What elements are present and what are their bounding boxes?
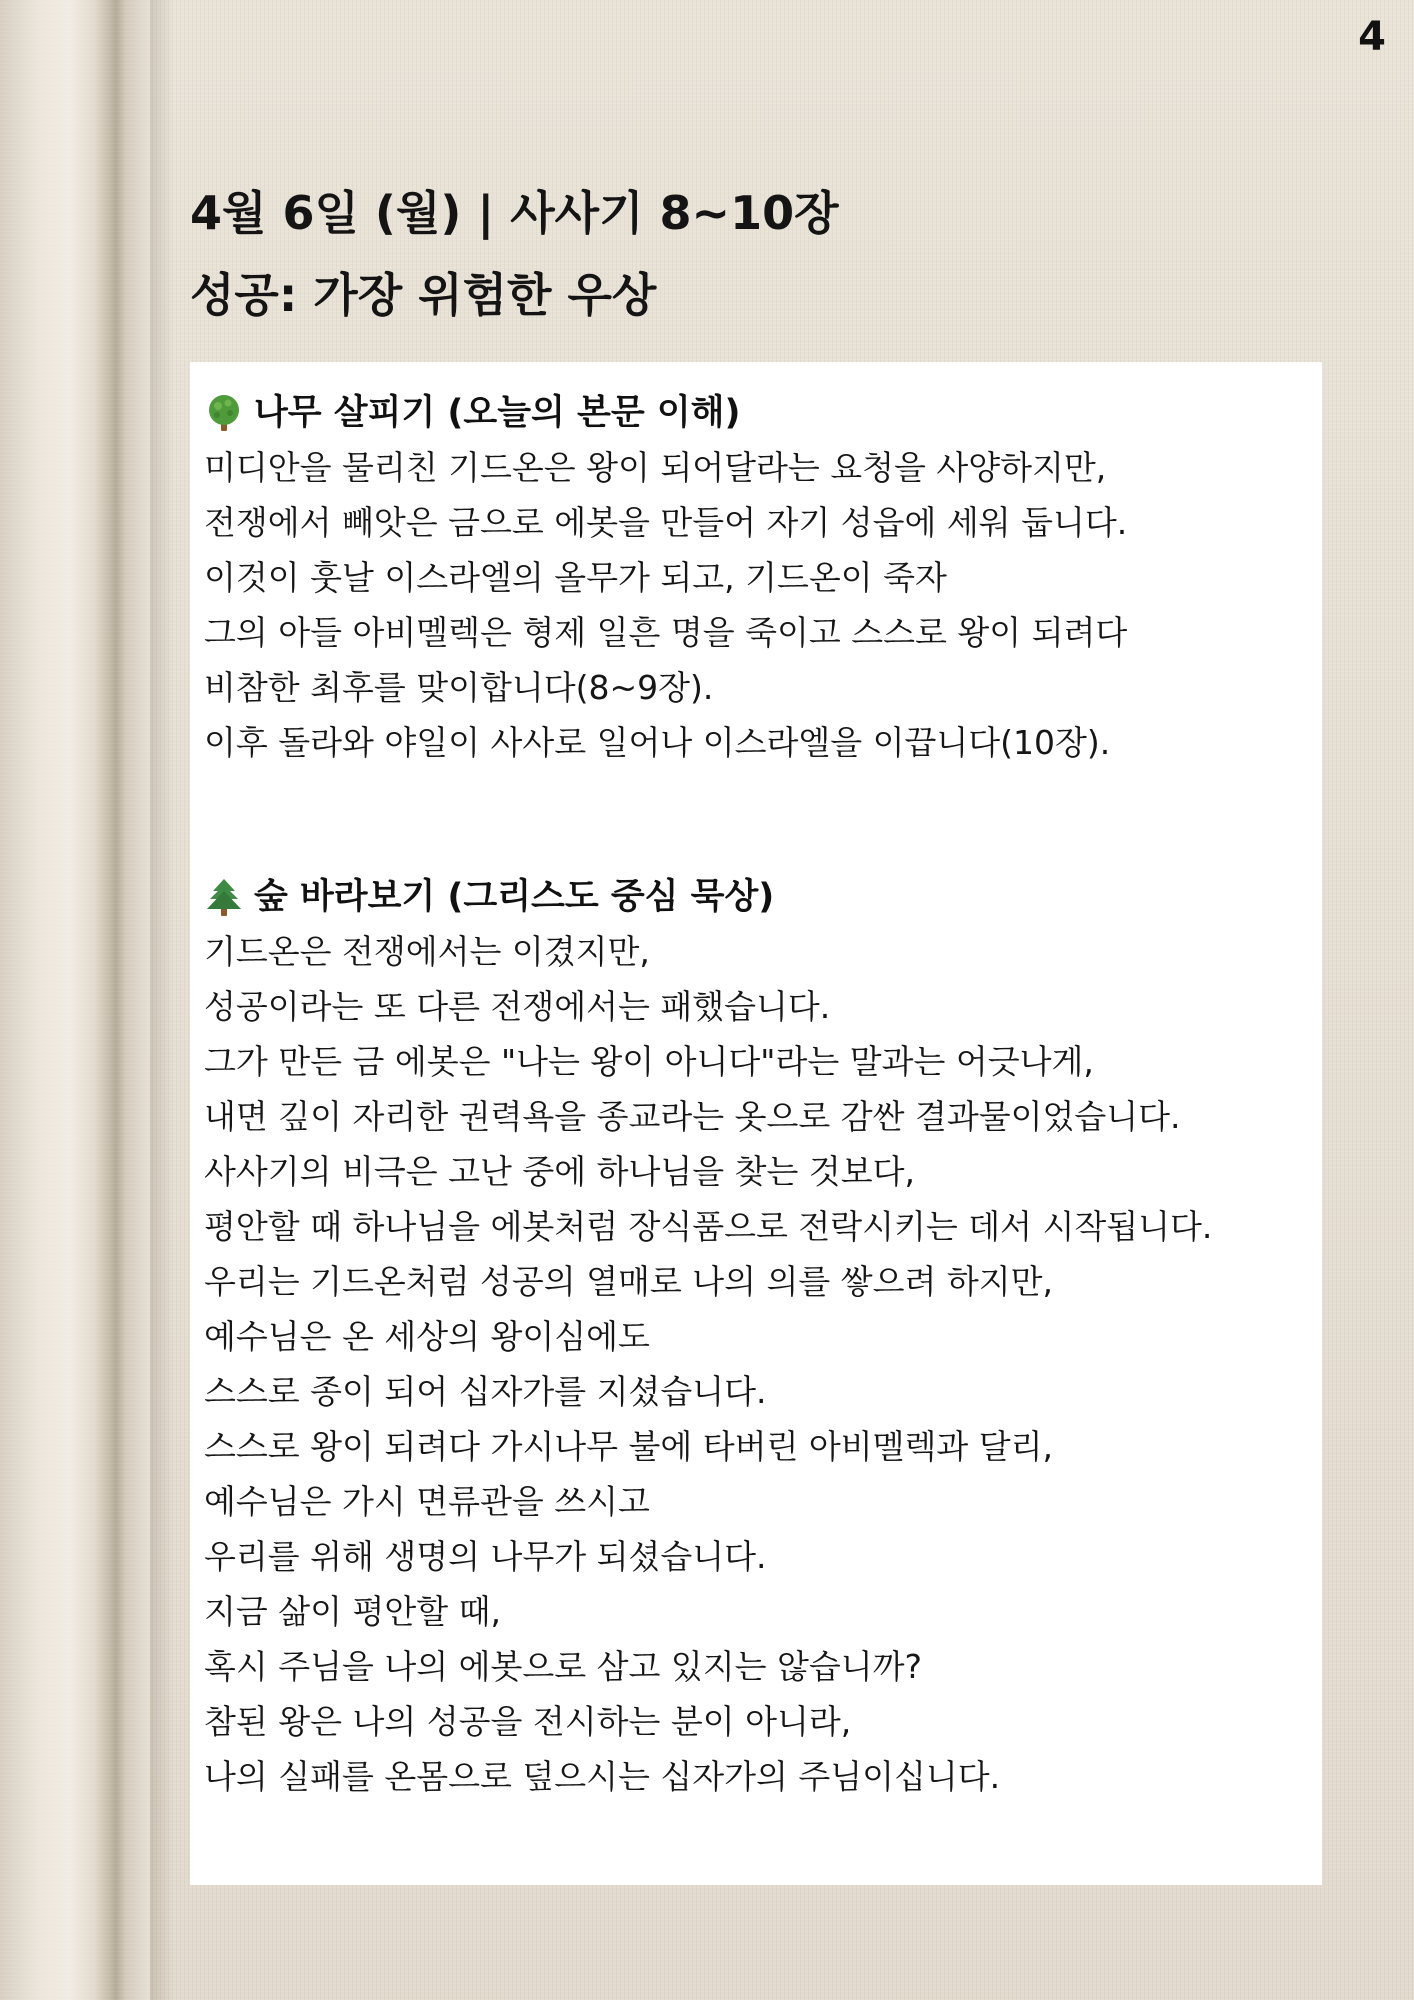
- deciduous-tree-icon: [204, 393, 244, 433]
- section-body-forest: [204, 924, 1306, 1804]
- section-title-label: 숲 바라보기 (그리스도 중심 묵상): [254, 877, 775, 917]
- body-line: 이것이 훗날 이스라엘의 올무가 되고, 기드온이 죽자: [204, 558, 947, 597]
- page-number: 4: [1358, 14, 1386, 60]
- heading-date-line: 4월 6일 (월) | 사사기 8~10장: [190, 186, 839, 240]
- body-line: 참된 왕은 나의 성공을 전시하는 분이 아니라,: [204, 1702, 852, 1741]
- body-line: 지금 삶이 평안할 때,: [204, 1592, 501, 1631]
- body-line: 사사기의 비극은 고난 중에 하나님을 찾는 것보다,: [204, 1152, 915, 1191]
- body-line: 나의 실패를 온몸으로 덮으시는 십자가의 주님이십니다.: [204, 1757, 1001, 1796]
- body-line: 그의 아들 아비멜렉은 형제 일흔 명을 죽이고 스스로 왕이 되려다: [204, 613, 1128, 652]
- body-line: 스스로 종이 되어 십자가를 지셨습니다.: [204, 1372, 767, 1411]
- body-line: 내면 깊이 자리한 권력욕을 종교라는 옷으로 감싼 결과물이었습니다.: [204, 1097, 1181, 1136]
- body-line: 예수님은 온 세상의 왕이심에도: [204, 1317, 650, 1356]
- book-spine: [0, 0, 150, 2000]
- page-heading: [190, 172, 839, 336]
- body-line: 미디안을 물리친 기드온은 왕이 되어달라는 요청을 사양하지만,: [204, 448, 1107, 487]
- body-line: 우리는 기드온처럼 성공의 열매로 나의 의를 쌓으려 하지만,: [204, 1262, 1053, 1301]
- body-line: 혹시 주님을 나의 에봇으로 삼고 있지는 않습니까?: [204, 1647, 923, 1686]
- body-line: 스스로 왕이 되려다 가시나무 불에 타버린 아비멜렉과 달리,: [204, 1427, 1053, 1466]
- body-line: 전쟁에서 빼앗은 금으로 에봇을 만들어 자기 성읍에 세워 둡니다.: [204, 503, 1128, 542]
- body-line: 비참한 최후를 맞이합니다(8~9장).: [204, 668, 714, 707]
- body-line: 기드온은 전쟁에서는 이겼지만,: [204, 932, 650, 971]
- body-line: 성공이라는 또 다른 전쟁에서는 패했습니다.: [204, 987, 831, 1026]
- body-line: 그가 만든 금 에봇은 "나는 왕이 아니다"라는 말과는 어긋나게,: [204, 1042, 1094, 1081]
- section-spacer: [204, 770, 1306, 870]
- section-title-forest: [204, 870, 1306, 924]
- body-line: 우리를 위해 생명의 나무가 되셨습니다.: [204, 1537, 767, 1576]
- body-line: 이후 돌라와 야일이 사사로 일어나 이스라엘을 이끕니다(10장).: [204, 723, 1111, 762]
- section-title-label: 나무 살피기 (오늘의 본문 이해): [254, 393, 741, 433]
- page-edge-shadow: [150, 0, 174, 2000]
- content-card: [190, 362, 1322, 1885]
- body-line: 평안할 때 하나님을 에봇처럼 장식품으로 전락시키는 데서 시작됩니다.: [204, 1207, 1213, 1246]
- section-body-tree: [204, 440, 1306, 770]
- section-title-tree: [204, 386, 1306, 440]
- body-line: 예수님은 가시 면류관을 쓰시고: [204, 1482, 650, 1521]
- evergreen-tree-icon: [204, 877, 244, 917]
- heading-title-line: 성공: 가장 위험한 우상: [190, 268, 657, 322]
